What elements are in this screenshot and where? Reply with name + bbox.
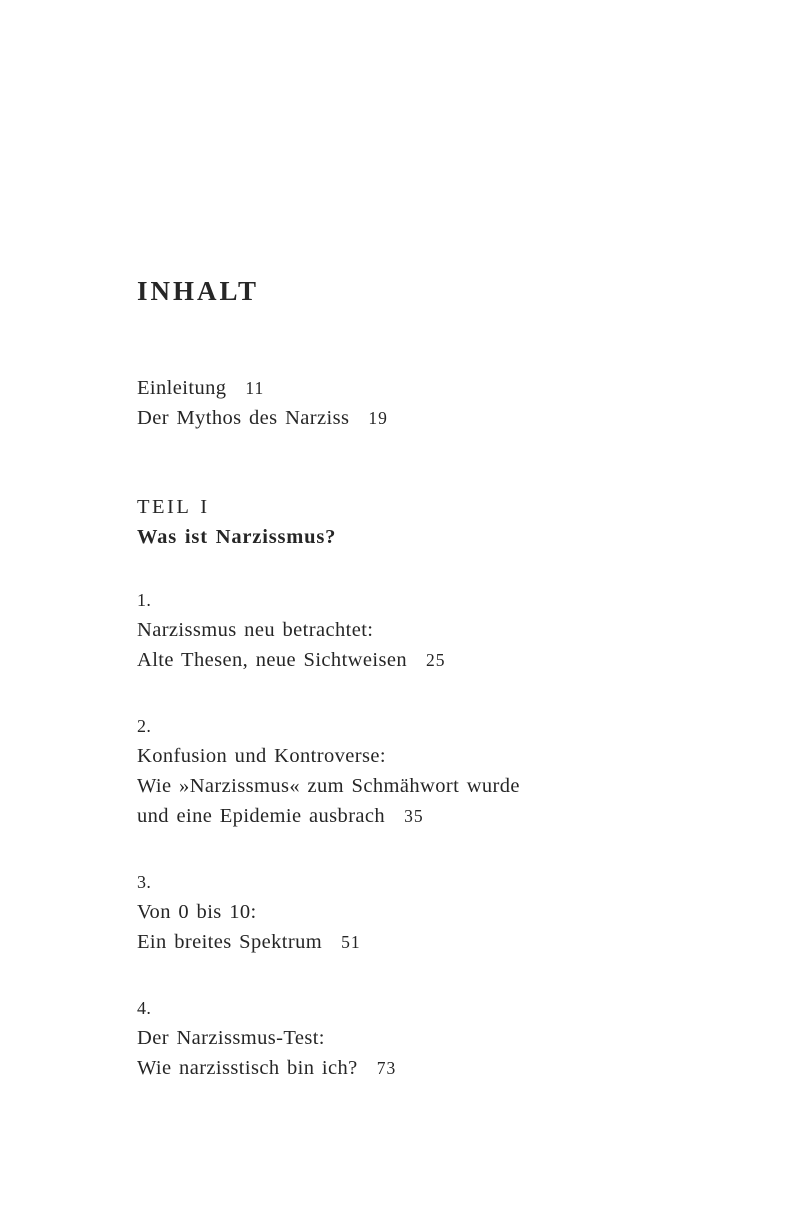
- toc-chapter-1: [137, 585, 731, 675]
- part-heading: [137, 492, 731, 552]
- chapter-line-with-page: [137, 1053, 731, 1083]
- part-label: TEIL I: [137, 496, 210, 518]
- entry-label: Einleitung: [137, 377, 227, 399]
- chapter-line-text: Wie narzisstisch bin ich?: [137, 1057, 358, 1079]
- toc-chapter-2: [137, 711, 731, 831]
- chapter-line-text: Alte Thesen, neue Sichtweisen: [137, 649, 407, 671]
- entry-label: Der Mythos des Narziss: [137, 407, 350, 429]
- chapter-number: 2.: [137, 716, 152, 736]
- chapter-page-number: 51: [341, 932, 361, 952]
- chapter-line: Der Narzissmus-Test:: [137, 1027, 325, 1049]
- toc-entry-einleitung: [137, 373, 731, 403]
- toc-chapter-4: [137, 993, 731, 1083]
- chapter-line: Wie »Narzissmus« zum Schmähwort wurde: [137, 775, 520, 797]
- chapter-number: 4.: [137, 998, 152, 1018]
- chapter-number: 3.: [137, 872, 152, 892]
- chapter-line: Narzissmus neu betrachtet:: [137, 619, 374, 641]
- chapter-line-with-page: [137, 645, 731, 675]
- chapter-page-number: 25: [426, 650, 446, 670]
- part-title: Was ist Narzissmus?: [137, 526, 337, 548]
- chapter-line: Konfusion und Kontroverse:: [137, 745, 386, 767]
- chapter-line-text: Ein breites Spektrum: [137, 931, 323, 953]
- entry-page-number: 19: [368, 408, 388, 428]
- front-matter-list: [137, 373, 731, 433]
- page-title: INHALT: [137, 276, 260, 306]
- chapter-page-number: 73: [376, 1058, 397, 1078]
- chapter-number: 1.: [137, 590, 152, 610]
- chapter-page-number: 35: [404, 806, 424, 826]
- chapter-line-with-page: [137, 927, 731, 957]
- toc-entry-mythos: [137, 403, 731, 433]
- toc-chapter-3: [137, 867, 731, 957]
- chapter-line: Von 0 bis 10:: [137, 901, 257, 923]
- chapter-line-text: und eine Epidemie ausbrach: [137, 805, 386, 827]
- chapter-line-with-page: [137, 801, 731, 831]
- entry-page-number: 11: [245, 378, 265, 398]
